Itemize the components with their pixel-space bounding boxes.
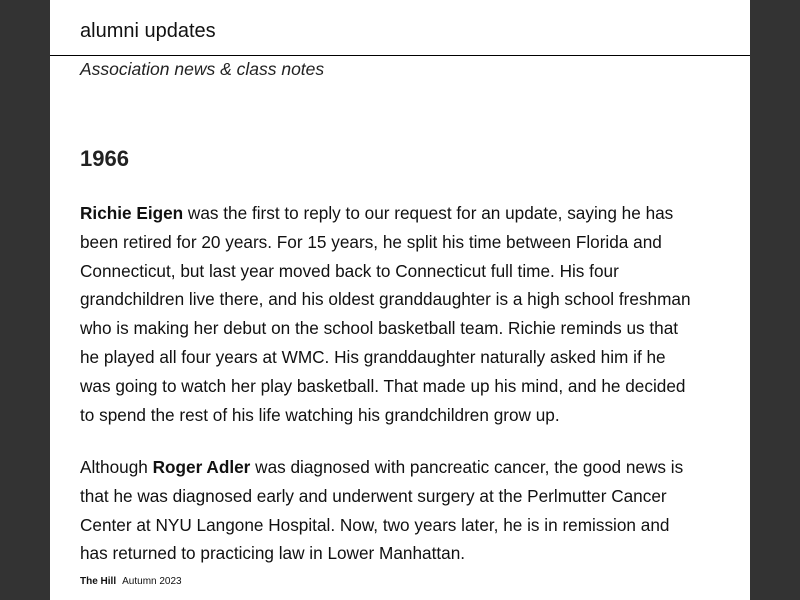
paragraph-line: been retired for 20 years. For 15 years, he split his time between Florida and [80, 231, 662, 252]
paragraph-line: Connecticut, but last year moved back to Connecticut full time. His four [80, 260, 619, 281]
paragraph-line: he played all four years at WMC. His granddaughter naturally asked him if he [80, 346, 666, 367]
class-note-paragraph [80, 453, 723, 568]
paragraph-line: Although Roger Adler was diagnosed with pancreatic cancer, the good news is [80, 457, 684, 477]
paragraph-line: grandchildren live there, and his oldest granddaughter is a high school freshman [80, 289, 691, 310]
paragraph-line: has returned to practicing law in Lower Manhattan. [80, 543, 466, 564]
paragraph-line: that he was diagnosed early and underwent surgery at the Perlmutter Cancer [80, 485, 667, 506]
class-year-heading: 1966 [80, 146, 129, 171]
alumni-name: Richie Eigen [80, 203, 184, 223]
paragraph-line: was going to watch her play basketball. That made up his mind, and he decided [80, 375, 686, 396]
page-header-subtitle: Association news & class notes [80, 59, 325, 79]
alumni-name: Roger Adler [152, 457, 251, 477]
header-divider [50, 55, 750, 56]
page-footer [80, 576, 182, 588]
paragraph-line: Richie Eigen was the first to reply to our request for an update, saying he has [80, 203, 674, 223]
page-header-title: alumni updates [80, 20, 216, 42]
paragraph-line: who is making her debut on the school basketball team. Richie reminds us that [80, 318, 679, 339]
publication-name: The Hill [80, 576, 117, 587]
class-note-paragraph [80, 199, 723, 429]
paragraph-line: Center at NYU Langone Hospital. Now, two years later, he is in remission and [80, 514, 670, 535]
paragraph-line: to spend the rest of his life watching his grandchildren grow up. [80, 404, 560, 425]
issue-label: Autumn 2023 [122, 576, 182, 587]
document-page [50, 0, 750, 600]
